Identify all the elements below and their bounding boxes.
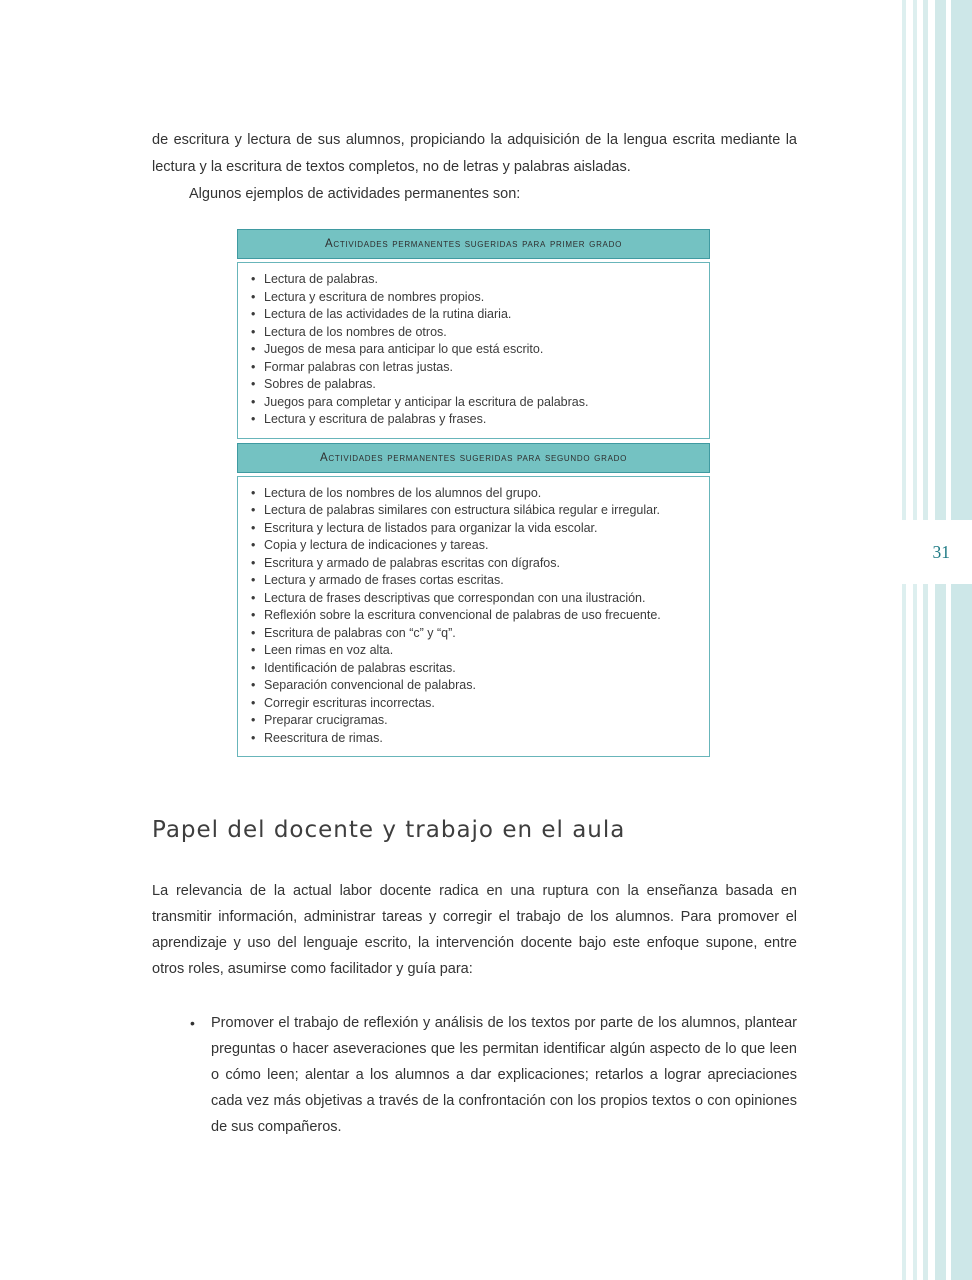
bullet-icon: • — [251, 730, 256, 745]
list-item-text: Formar palabras con letras justas. — [264, 359, 453, 374]
bullet-icon: • — [251, 590, 256, 605]
list-item-text: Juegos para completar y anticipar la escritura de palabras. — [264, 394, 589, 409]
list-item-text: Lectura de palabras similares con estructura silábica regular e irregular. — [264, 503, 661, 517]
table-list-item — [251, 376, 701, 394]
table-list-item — [251, 394, 701, 412]
bullet-icon: • — [251, 713, 256, 727]
list-item-text: Sobres de palabras. — [264, 377, 376, 391]
bullet-icon: • — [251, 307, 256, 321]
list-item-text: Lectura de los nombres de los alumnos del grupo. — [264, 485, 542, 500]
bullet-icon: • — [251, 377, 256, 391]
table-list-item — [251, 712, 701, 730]
table-list-item — [251, 660, 701, 678]
bullet-icon: • — [251, 503, 256, 517]
table-header-segundo-grado — [237, 443, 710, 473]
table-list-item — [251, 289, 701, 307]
bullet-icon: • — [251, 359, 256, 374]
page-content — [152, 0, 797, 1140]
list-item-text: Copia y lectura de indicaciones y tareas. — [264, 538, 489, 552]
intro-algunos-line: Algunos ejemplos de actividades permanentes son: — [189, 186, 521, 202]
table-list-item — [251, 306, 701, 324]
table-list-item — [251, 502, 701, 520]
bullet-icon: • — [251, 678, 256, 692]
list-item-text: Reflexión sobre la escritura convencional de palabras de uso frecuente. — [264, 608, 661, 622]
list-item-text: Lectura de las actividades de la rutina diaria. — [264, 307, 512, 321]
bullet-icon: • — [251, 555, 256, 570]
table-list-item — [251, 341, 701, 359]
table-list-item — [251, 642, 701, 660]
bullet-icon: • — [251, 324, 256, 339]
table-header-primer-grado — [237, 229, 710, 259]
table-body-segundo-grado — [237, 476, 710, 758]
table-list-item — [251, 359, 701, 377]
stripe — [935, 0, 946, 1280]
bullet-icon: • — [251, 538, 256, 552]
list-item-text: Reescritura de rimas. — [264, 730, 383, 745]
list-item-text: Escritura de palabras con “c” y “q”. — [264, 625, 456, 640]
table-list-item — [251, 520, 701, 538]
stripe — [923, 0, 928, 1280]
table-list-item — [251, 730, 701, 748]
section-heading: Papel del docente y trabajo en el aula — [152, 817, 626, 843]
table-list-item — [251, 271, 701, 289]
page-number: 31 — [932, 541, 950, 562]
list-item-text: Juegos de mesa para anticipar lo que está escrito. — [264, 342, 544, 356]
table-body-primer-grado — [237, 262, 710, 439]
stripe — [951, 0, 972, 1280]
bullet-icon: • — [251, 342, 256, 356]
list-item-text: Lectura y escritura de palabras y frases. — [264, 412, 487, 426]
list-item-text: Escritura y armado de palabras escritas con dígrafos. — [264, 555, 560, 570]
bullet-icon: • — [251, 608, 256, 622]
table-list-item — [251, 537, 701, 555]
table-list-item — [251, 411, 701, 429]
table-title: Actividades permanentes sugeridas para segundo grado — [319, 451, 628, 464]
list-item-text: Lectura y armado de frases cortas escritas. — [264, 573, 504, 587]
bullet-icon: • — [251, 272, 256, 286]
list-item-text: Leen rimas en voz alta. — [264, 643, 394, 657]
table-list-item — [251, 590, 701, 608]
bullet-icon: • — [251, 289, 256, 304]
list-item-text: Preparar crucigramas. — [264, 713, 388, 727]
promote-bullet-text: Promover el trabajo de reflexión y análisis de los textos por parte de los alumnos, plantear preguntas o hacer aseveraciones que les permitan identificar algún aspecto de lo que leen o cómo leen; alentar a los alumnos a dar explicaciones; retarlos a lograr apreciaciones cada vez más objetivas a través de la confrontación con los propios textos o con opiniones de sus compañeros. — [211, 1015, 797, 1135]
table-list-item — [251, 677, 701, 695]
table-list-item — [251, 572, 701, 590]
bullet-icon: • — [251, 520, 256, 535]
intro-paragraph: de escritura y lectura de sus alumnos, propiciando la adquisición de la lengua escrita mediante la lectura y la escritura de textos completos, no de letras y palabras aisladas. — [152, 132, 797, 175]
section-paragraph: La relevancia de la actual labor docente radica en una ruptura con la enseñanza basada en transmitir información, administrar tareas y corregir el trabajo de los alumnos. Para promover el aprendizaje y uso del lenguaje escrito, la intervención docente bajo este enfoque supone, entre otros roles, asumirse como facilitador y guía para: — [152, 883, 797, 977]
activities-list-primer-grado — [251, 271, 701, 429]
list-item-text: Escritura y lectura de listados para organizar la vida escolar. — [264, 520, 598, 535]
list-item-text: Corregir escrituras incorrectas. — [264, 695, 435, 710]
activities-list-segundo-grado — [251, 485, 701, 748]
table-list-item — [251, 324, 701, 342]
list-item-text: Lectura y escritura de nombres propios. — [264, 289, 485, 304]
bullet-icon: • — [251, 660, 256, 675]
table-list-item — [251, 555, 701, 573]
list-item-text: Lectura de frases descriptivas que correspondan con una ilustración. — [264, 590, 646, 605]
table-list-item — [251, 695, 701, 713]
list-item-text: Lectura de palabras. — [264, 272, 378, 286]
list-item-text: Separación convencional de palabras. — [264, 678, 476, 692]
list-item-text: Lectura de los nombres de otros. — [264, 324, 447, 339]
promote-bullet-item — [152, 1010, 797, 1140]
table-list-item — [251, 607, 701, 625]
bullet-icon: • — [251, 625, 256, 640]
list-item-text: Identificación de palabras escritas. — [264, 660, 456, 675]
bullet-icon: • — [190, 1015, 195, 1031]
bullet-icon: • — [251, 573, 256, 587]
table-list-item — [251, 485, 701, 503]
table-list-item — [251, 625, 701, 643]
page-number-area — [896, 520, 972, 584]
stripe — [913, 0, 917, 1280]
activities-tables — [237, 229, 710, 757]
bullet-icon: • — [251, 485, 256, 500]
bullet-icon: • — [251, 643, 256, 657]
bullet-icon: • — [251, 394, 256, 409]
stripe — [902, 0, 906, 1280]
table-title: Actividades permanentes sugeridas para primer grado — [324, 238, 622, 250]
bullet-icon: • — [251, 695, 256, 710]
bullet-icon: • — [251, 412, 256, 426]
